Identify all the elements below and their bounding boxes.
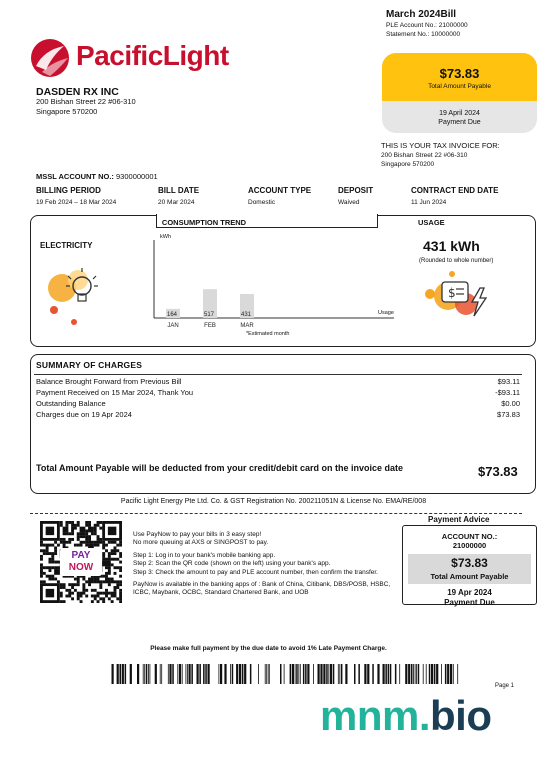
- advice-due-label: Payment Due: [444, 597, 495, 607]
- electricity-label: ELECTRICITY: [40, 241, 93, 250]
- paynow-banks: PayNow is available in the banking apps of : Bank of China, Citibank, DBS/POSB, HSBC, ICBC, Maybank, OCBC, Standard Chartered Bank, and UOB: [133, 581, 391, 597]
- paynow-step3: Step 3: Check the amount to pay and PLE account number, then confirm the transfer.: [133, 568, 378, 576]
- bill-lightning-illustration-icon: [418, 270, 498, 326]
- watermark-part1: mnm.: [320, 692, 431, 739]
- paynow-logo-bottom: NOW: [68, 562, 94, 573]
- value-contract-end: 11 Jun 2024: [411, 199, 447, 206]
- barcode-right: [280, 664, 460, 684]
- usage-value: 431 kWh: [423, 238, 480, 254]
- amount-payable: $73.83: [439, 66, 480, 81]
- customer-address-line1: 200 Bishan Street 22 #06-310: [36, 97, 136, 106]
- bill-title: March 2024Bill: [386, 9, 457, 20]
- tear-off-line: [30, 513, 522, 514]
- tax-invoice-address: [381, 152, 467, 169]
- tax-invoice-address-line2: Singapore 570200: [381, 160, 435, 168]
- advice-due: [402, 588, 537, 607]
- chart-tick-label: MAR: [240, 323, 254, 329]
- chart-data-label: 164: [167, 312, 178, 318]
- summary-row-label: Payment Received on 15 Mar 2024, Thank You: [36, 388, 194, 397]
- paynow-step1: Step 1: Log in to your bank's mobile banking app.: [133, 551, 276, 559]
- pacificlight-logo: [30, 36, 230, 80]
- payment-advice-title: Payment Advice: [428, 515, 490, 524]
- summary-row-amount: $93.11: [497, 377, 520, 386]
- header-deposit: DEPOSIT: [338, 186, 374, 195]
- lightbulb-illustration-icon: [40, 262, 120, 330]
- ple-account-no: PLE Account No.: 21000000: [386, 22, 468, 29]
- summary-row-label: Balance Brought Forward from Previous Bill: [36, 377, 182, 386]
- consumption-trend-title: CONSUMPTION TREND: [161, 218, 247, 227]
- summary-title: SUMMARY OF CHARGES: [36, 360, 143, 370]
- paynow-step2: Step 2: Scan the QR code (shown on the left) using your bank's app.: [133, 560, 331, 568]
- summary-divider: [34, 374, 522, 375]
- payment-due-label: Payment Due: [438, 119, 481, 126]
- tax-invoice-address-line1: 200 Bishan Street 22 #06-310: [381, 152, 468, 159]
- chart-y-unit: kWh: [160, 234, 171, 240]
- page-number: Page 1: [495, 683, 515, 689]
- customer-address: [36, 97, 136, 117]
- summary-row: [36, 388, 520, 397]
- usage-title: USAGE: [418, 218, 445, 227]
- header-bill-date: BILL DATE: [158, 186, 200, 195]
- chart-tick-label: JAN: [167, 323, 179, 329]
- value-billing-period: 19 Feb 2024 – 18 Mar 2024: [36, 199, 117, 206]
- watermark-part2: bio: [430, 692, 492, 739]
- amount-payable-box: [382, 53, 537, 133]
- header-billing-period: BILLING PERIOD: [36, 186, 101, 195]
- watermark: [320, 692, 492, 740]
- value-bill-date: 20 Mar 2024: [158, 199, 195, 206]
- total-payable-amount: $73.83: [478, 464, 518, 479]
- header-account-type: ACCOUNT TYPE: [248, 186, 312, 195]
- advice-due-date: 19 Apr 2024: [447, 588, 492, 597]
- tax-invoice-title: THIS IS YOUR TAX INVOICE FOR:: [381, 141, 500, 150]
- payment-due-date: 19 April 2024: [439, 110, 480, 117]
- value-deposit: Waived: [338, 199, 360, 206]
- estimated-month-note: *Estimated month: [246, 331, 290, 337]
- chart-data-label: 517: [204, 312, 215, 318]
- total-payable-label: Total Amount Payable will be deducted from your credit/debit card on the invoice date: [36, 463, 404, 473]
- logo-mark-icon: [30, 36, 74, 80]
- chart-x-axis-label: Usage: [378, 310, 394, 316]
- paynow-intro2: No more queuing at AXS or SINGPOST to pay.: [133, 539, 269, 547]
- summary-row-amount: $0.00: [501, 399, 520, 408]
- advice-amount-label: Total Amount Payable: [430, 572, 509, 581]
- amount-payable-label: Total Amount Payable: [428, 83, 491, 90]
- chart-tick-label: FEB: [204, 323, 216, 329]
- registration-info: Pacific Light Energy Pte Ltd. Co. & GST Registration No. 200211051N & License No. EMA/RE/008: [120, 498, 427, 505]
- barcode-left: [110, 664, 270, 684]
- late-payment-notice: Please make full payment by the due date to avoid 1% Late Payment Charge.: [150, 645, 387, 652]
- value-account-type: Domestic: [248, 199, 276, 206]
- advice-account-label: ACCOUNT NO.:: [441, 532, 498, 541]
- summary-row-label: Charges due on 19 Apr 2024: [36, 410, 132, 419]
- consumption-bar-chart: [150, 236, 398, 336]
- summary-row: [36, 399, 520, 408]
- usage-note: (Rounded to whole number): [419, 258, 494, 264]
- paynow-logo: [60, 548, 102, 576]
- header-contract-end: CONTRACT END DATE: [411, 186, 499, 195]
- paynow-logo-top: PAY: [71, 550, 91, 561]
- mssl-account-value: 9300000001: [116, 172, 158, 181]
- advice-account-value: 21000000: [452, 541, 487, 550]
- advice-amount: $73.83: [451, 556, 488, 570]
- svg-text:$: $: [448, 286, 456, 300]
- summary-row: [36, 377, 520, 386]
- mssl-account-label: MSSL ACCOUNT NO.:: [36, 172, 114, 181]
- summary-row-amount: $73.83: [497, 410, 520, 419]
- summary-row: [36, 410, 520, 419]
- customer-address-line2: Singapore 570200: [36, 107, 98, 116]
- summary-row-label: Outstanding Balance: [36, 399, 106, 408]
- summary-row-amount: -$93.11: [495, 388, 520, 397]
- logo-wordmark: PacificLight: [76, 40, 229, 71]
- customer-name: DASDEN RX INC: [36, 86, 119, 98]
- bill-meta: [386, 21, 468, 39]
- mssl-account: [36, 172, 158, 181]
- paynow-intro1: Use PayNow to pay your bills in 3 easy step!: [133, 531, 262, 538]
- paynow-instructions: [133, 531, 395, 602]
- statement-no: Statement No.: 10000000: [386, 31, 461, 38]
- chart-data-label: 431: [241, 312, 252, 318]
